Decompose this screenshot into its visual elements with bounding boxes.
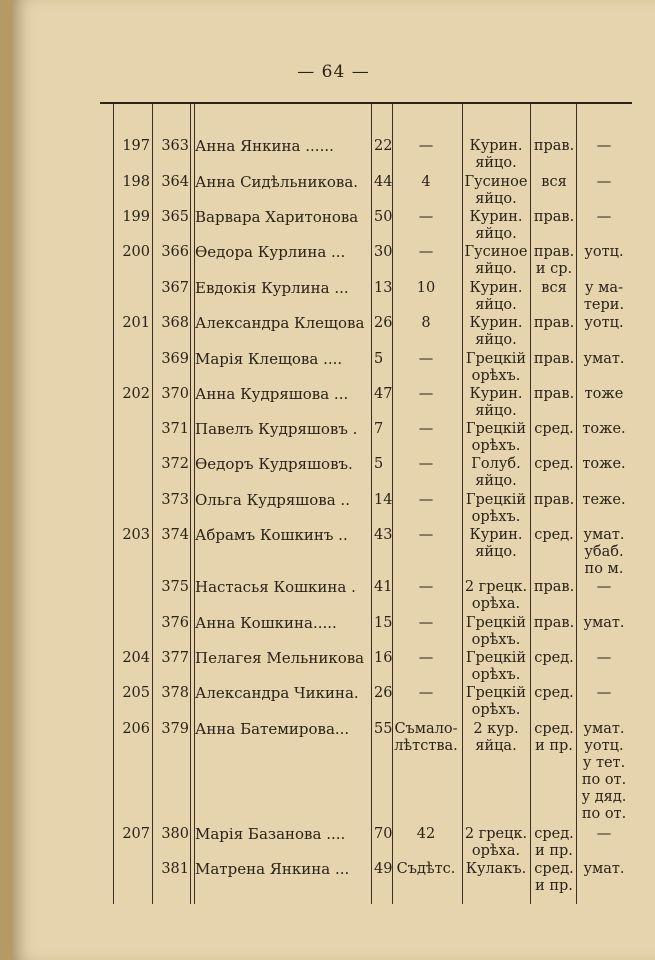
age: 70 — [374, 826, 393, 842]
book-page — [12, 0, 655, 960]
object-column-value-line: яйца. — [475, 738, 517, 754]
note-column-value-line: — — [596, 209, 612, 225]
age: 16 — [374, 650, 393, 666]
entry-number: 367 — [161, 280, 189, 296]
age: 7 — [374, 421, 384, 437]
row-number: 199 — [122, 209, 150, 225]
person-name: Анна Кошкина..... — [195, 614, 337, 632]
object-column-value-line: Курин. — [469, 209, 523, 225]
note-column-value-line: умат. — [583, 721, 625, 737]
row-number: 204 — [122, 650, 150, 666]
stat-column-value: 8 — [421, 315, 431, 331]
object-column-value — [460, 351, 532, 385]
object-column-value-line: яйцо. — [475, 544, 517, 560]
age: 22 — [374, 138, 393, 154]
object-column-value — [460, 579, 532, 613]
person-name: Абрамъ Кошкинъ .. — [195, 526, 348, 544]
object-column-value-line: Курин. — [469, 280, 523, 296]
stat-column-value: — — [418, 492, 434, 508]
object-column-value — [460, 209, 532, 243]
note-column-value — [576, 174, 632, 191]
column-rule — [113, 104, 114, 904]
person-name: Ольга Кудряшова .. — [195, 491, 350, 509]
hand-column-value-line: сред. — [534, 721, 574, 737]
note-column-value-line: убаб. — [584, 544, 624, 560]
age: 50 — [374, 209, 393, 225]
hand-column-value-line: и пр. — [535, 878, 573, 894]
hand-column-value-line: прав. — [533, 579, 575, 595]
person-name: Матрена Янкина ... — [195, 860, 350, 878]
hand-column-value-line: сред. — [534, 861, 574, 877]
person-name: Анна Батемирова... — [195, 720, 350, 738]
object-column-value-line: Курин. — [469, 527, 523, 543]
note-column-value — [576, 386, 632, 403]
page-number: — 64 — — [297, 62, 370, 82]
object-column-value-line: Гусиное — [464, 244, 528, 260]
object-column-value-line: орѣха. — [471, 843, 521, 859]
note-column-value — [576, 209, 632, 226]
note-column-value-line: тоже — [584, 386, 624, 402]
hand-column-value-line: сред. — [534, 826, 574, 842]
stat-column-value-line: лѣтства. — [394, 738, 458, 754]
row-number: 203 — [122, 527, 150, 543]
note-column-value — [576, 650, 632, 667]
stat-column-value: — — [418, 456, 434, 472]
entry-number: 375 — [161, 579, 189, 595]
age: 15 — [374, 615, 393, 631]
object-column-value — [460, 861, 532, 878]
object-column-value — [460, 421, 532, 455]
entry-number: 363 — [161, 138, 189, 154]
hand-column-value-line: сред. — [534, 527, 574, 543]
entry-number: 378 — [161, 685, 189, 701]
person-name: Ѳедора Курлина ... — [195, 243, 346, 261]
object-column-value-line: Грецкій — [465, 492, 527, 508]
object-column-value — [460, 492, 532, 526]
stat-column-value: — — [418, 421, 434, 437]
entry-number: 364 — [161, 174, 189, 190]
note-column-value-line: умат. — [583, 527, 625, 543]
entry-number: 379 — [161, 721, 189, 737]
person-name: Пелагея Мельникова — [195, 649, 365, 667]
note-column-value-line: уотц. — [584, 738, 624, 754]
person-name: Ѳедоръ Кудряшовъ. — [195, 455, 353, 473]
hand-column-value — [532, 861, 576, 895]
note-column-value — [576, 315, 632, 332]
entry-number: 381 — [161, 861, 189, 877]
hand-column-value-line: прав. — [533, 492, 575, 508]
object-column-value — [460, 826, 532, 860]
column-rule — [152, 104, 153, 904]
row-number: 206 — [122, 721, 150, 737]
age: 5 — [374, 351, 384, 367]
stat-column-value: — — [418, 527, 434, 543]
row-number: 198 — [122, 174, 150, 190]
note-column-value — [576, 421, 632, 438]
person-name: Анна Янкина ...... — [195, 137, 334, 155]
object-column-value-line: 2 грецк. — [464, 579, 528, 595]
entry-number: 377 — [161, 650, 189, 666]
hand-column-value — [532, 721, 576, 755]
entry-number: 372 — [161, 456, 189, 472]
object-column-value-line: яйцо. — [475, 297, 517, 313]
object-column-value-line: орѣхъ. — [471, 438, 521, 454]
person-name: Анна Кудряшова ... — [195, 385, 349, 403]
object-column-value-line: орѣхъ. — [471, 509, 521, 525]
age: 55 — [374, 721, 393, 737]
hand-column-value — [532, 527, 576, 544]
hand-column-value — [532, 244, 576, 278]
note-column-value — [576, 579, 632, 596]
note-column-value-line: уотц. — [584, 315, 624, 331]
note-column-value-line: тери. — [583, 297, 625, 313]
hand-column-value-line: сред. — [534, 456, 574, 472]
note-column-value-line: теже. — [582, 492, 626, 508]
note-column-value-line: у дяд. — [581, 789, 627, 805]
object-column-value-line: яйцо. — [475, 403, 517, 419]
note-column-value — [576, 527, 632, 578]
row-number: 202 — [122, 386, 150, 402]
hand-column-value-line: вся — [541, 280, 567, 296]
row-number: 201 — [122, 315, 150, 331]
age: 26 — [374, 685, 393, 701]
note-column-value-line: умат. — [583, 615, 625, 631]
object-column-value-line: орѣхъ. — [471, 702, 521, 718]
object-column-value — [460, 456, 532, 490]
object-column-value — [460, 650, 532, 684]
note-column-value-line: тоже. — [582, 421, 626, 437]
object-column-value-line: яйцо. — [475, 261, 517, 277]
stat-column-value: — — [418, 615, 434, 631]
person-name: Варвара Харитонова — [195, 208, 359, 226]
object-column-value — [460, 244, 532, 278]
note-column-value — [576, 615, 632, 632]
person-name: Павелъ Кудряшовъ . — [195, 420, 358, 438]
object-column-value — [460, 685, 532, 719]
person-name: Марія Базанова .... — [195, 825, 346, 843]
note-column-value-line: по от. — [581, 772, 627, 788]
entry-number: 373 — [161, 492, 189, 508]
hand-column-value-line: вся — [541, 174, 567, 190]
object-column-value-line: яйцо. — [475, 332, 517, 348]
object-column-value-line: Грецкій — [465, 650, 527, 666]
person-name: Настасья Кошкина . — [195, 578, 356, 596]
note-column-value — [576, 492, 632, 509]
object-column-value-line: яйцо. — [475, 191, 517, 207]
note-column-value — [576, 456, 632, 473]
age: 13 — [374, 280, 393, 296]
hand-column-value-line: сред. — [534, 685, 574, 701]
entry-number: 365 — [161, 209, 189, 225]
note-column-value — [576, 244, 632, 261]
object-column-value — [460, 280, 532, 314]
note-column-value — [576, 138, 632, 155]
register-table — [100, 102, 632, 904]
hand-column-value-line: сред. — [534, 650, 574, 666]
hand-column-value — [532, 579, 576, 596]
age: 26 — [374, 315, 393, 331]
age: 44 — [374, 174, 393, 190]
note-column-value-line: — — [596, 685, 612, 701]
object-column-value-line: 2 грецк. — [464, 826, 528, 842]
age: 41 — [374, 579, 393, 595]
person-name: Александра Чикина. — [195, 684, 359, 702]
stat-column-value: — — [418, 209, 434, 225]
object-column-value — [460, 527, 532, 561]
age: 49 — [374, 861, 393, 877]
stat-column-value: Съдѣтс. — [396, 861, 456, 877]
stat-column-value: — — [418, 138, 434, 154]
note-column-value-line: тоже. — [582, 456, 626, 472]
object-column-value-line: Грецкій — [465, 685, 527, 701]
person-name: Марія Клещова .... — [195, 350, 343, 368]
hand-column-value-line: прав. — [533, 244, 575, 260]
entry-number: 376 — [161, 615, 189, 631]
note-column-value — [576, 280, 632, 314]
hand-column-value-line: прав. — [533, 209, 575, 225]
note-column-value-line: — — [596, 579, 612, 595]
stat-column-value: 4 — [421, 174, 431, 190]
hand-column-value-line: прав. — [533, 315, 575, 331]
object-column-value — [460, 386, 532, 420]
hand-column-value — [532, 826, 576, 860]
hand-column-value — [532, 209, 576, 226]
person-name: Александра Клещова — [195, 314, 365, 332]
hand-column-value — [532, 174, 576, 191]
age: 47 — [374, 386, 393, 402]
hand-column-value — [532, 492, 576, 509]
object-column-value-line: яйцо. — [475, 226, 517, 242]
object-column-value-line: орѣхъ. — [471, 667, 521, 683]
hand-column-value — [532, 351, 576, 368]
entry-number: 369 — [161, 351, 189, 367]
person-name: Анна Сидѣльникова. — [195, 173, 359, 191]
note-column-value-line: у ма- — [585, 280, 623, 296]
entry-number: 368 — [161, 315, 189, 331]
age: 43 — [374, 527, 393, 543]
entry-number: 370 — [161, 386, 189, 402]
row-number: 205 — [122, 685, 150, 701]
hand-column-value — [532, 386, 576, 403]
hand-column-value — [532, 138, 576, 155]
hand-column-value-line: сред. — [534, 421, 574, 437]
entry-number: 366 — [161, 244, 189, 260]
stat-column-value — [392, 721, 460, 755]
note-column-value-line: — — [596, 138, 612, 154]
object-column-value-line: Грецкій — [465, 421, 527, 437]
entry-number: 371 — [161, 421, 189, 437]
note-column-value — [576, 685, 632, 702]
object-column-value-line: орѣха. — [471, 596, 521, 612]
note-column-value — [576, 861, 632, 878]
stat-column-value: 42 — [416, 826, 436, 842]
stat-column-value: — — [418, 579, 434, 595]
object-column-value — [460, 615, 532, 649]
age: 14 — [374, 492, 393, 508]
note-column-value-line: — — [596, 174, 612, 190]
age: 30 — [374, 244, 393, 260]
object-column-value-line: Курин. — [469, 138, 523, 154]
entry-number: 380 — [161, 826, 189, 842]
stat-column-value: — — [418, 650, 434, 666]
stat-column-value-line: Съмало- — [394, 721, 458, 737]
note-column-value-line: умат. — [583, 861, 625, 877]
hand-column-value-line: прав. — [533, 386, 575, 402]
note-column-value — [576, 351, 632, 368]
object-column-value — [460, 138, 532, 172]
row-number: 200 — [122, 244, 150, 260]
hand-column-value-line: прав. — [533, 615, 575, 631]
hand-column-value — [532, 650, 576, 667]
hand-column-value-line: прав. — [533, 351, 575, 367]
note-column-value-line: уотц. — [584, 244, 624, 260]
hand-column-value-line: и пр. — [535, 843, 573, 859]
hand-column-value-line: и пр. — [535, 738, 573, 754]
stat-column-value: — — [418, 351, 434, 367]
object-column-value-line: Гусиное — [464, 174, 528, 190]
hand-column-value-line: прав. — [533, 138, 575, 154]
object-column-value-line: орѣхъ. — [471, 368, 521, 384]
note-column-value-line: — — [596, 826, 612, 842]
object-column-value-line: яйцо. — [475, 155, 517, 171]
hand-column-value — [532, 315, 576, 332]
object-column-value-line: Грецкій — [465, 615, 527, 631]
hand-column-value — [532, 280, 576, 297]
age: 5 — [374, 456, 384, 472]
object-column-value-line: Голуб. — [471, 456, 521, 472]
object-column-value-line: 2 кур. — [473, 721, 519, 737]
hand-column-value-line: и ср. — [535, 261, 573, 277]
note-column-value-line: по м. — [584, 561, 624, 577]
note-column-value — [576, 721, 632, 823]
row-number: 207 — [122, 826, 150, 842]
object-column-value-line: Курин. — [469, 386, 523, 402]
entry-number: 374 — [161, 527, 189, 543]
object-column-value-line: орѣхъ. — [471, 632, 521, 648]
stat-column-value: — — [418, 386, 434, 402]
object-column-value — [460, 721, 532, 755]
object-column-value — [460, 174, 532, 208]
hand-column-value — [532, 685, 576, 702]
object-column-value-line: Грецкій — [465, 351, 527, 367]
note-column-value-line: у тет. — [582, 755, 626, 771]
hand-column-value — [532, 421, 576, 438]
note-column-value-line: по от. — [581, 806, 627, 822]
note-column-value-line: — — [596, 650, 612, 666]
hand-column-value — [532, 456, 576, 473]
person-name: Евдокія Курлина ... — [195, 279, 349, 297]
hand-column-value — [532, 615, 576, 632]
note-column-value-line: умат. — [583, 351, 625, 367]
row-number: 197 — [122, 138, 150, 154]
object-column-value-line: Кулакъ. — [465, 861, 527, 877]
note-column-value — [576, 826, 632, 843]
stat-column-value: — — [418, 244, 434, 260]
object-column-value-line: яйцо. — [475, 473, 517, 489]
stat-column-value: — — [418, 685, 434, 701]
stat-column-value: 10 — [416, 280, 436, 296]
object-column-value-line: Курин. — [469, 315, 523, 331]
object-column-value — [460, 315, 532, 349]
